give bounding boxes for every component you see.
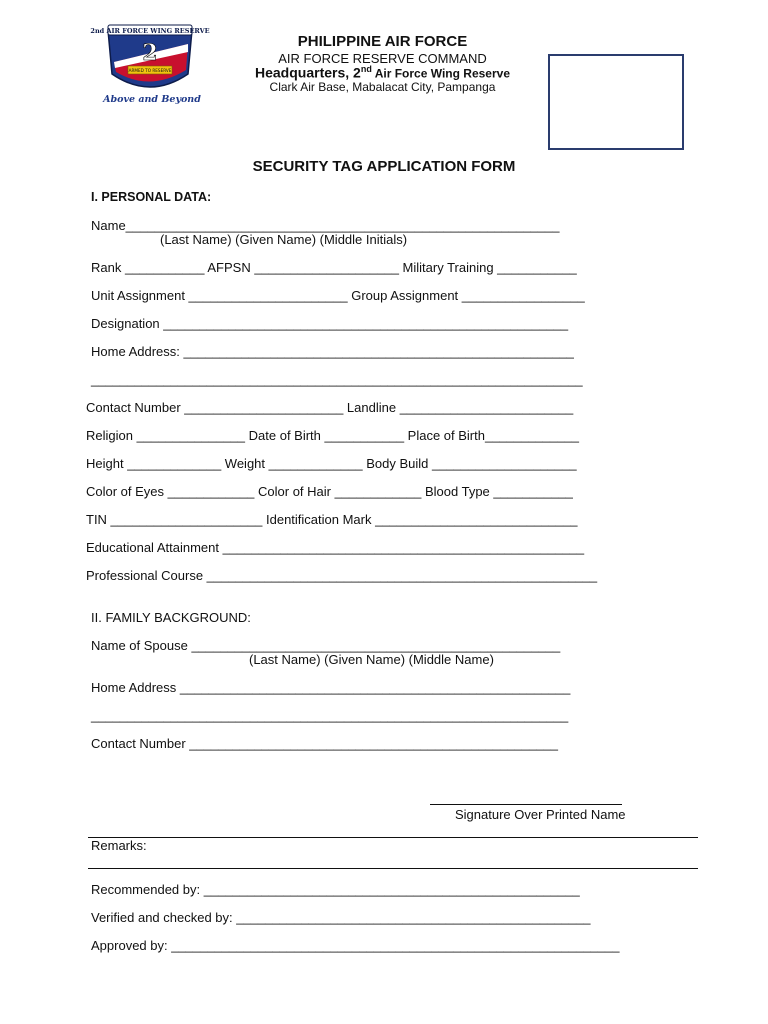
header-address: Clark Air Base, Mabalacat City, Pampanga (269, 80, 496, 94)
professional-course-field[interactable]: Professional Course ______________________________________________________ (86, 568, 598, 583)
logo-ribbon-text: ARMED TO RESERVE (128, 68, 172, 73)
unit-group-assignment-field[interactable]: Unit Assignment ______________________ Group Assignment _________________ (91, 288, 585, 303)
header-hq-sup: nd (360, 64, 372, 74)
logo-numeral: 2 (142, 40, 158, 66)
name-field[interactable]: Name____________________________________________________________ (91, 218, 560, 233)
designation-field[interactable]: Designation ________________________________________________________ (91, 316, 569, 331)
logo-banner-text: 2nd AIR FORCE WING RESERVE (90, 27, 210, 35)
home-address-field[interactable]: Home Address: ______________________________________________________ (91, 344, 574, 359)
eyes-hair-blood-field[interactable]: Color of Eyes ____________ Color of Hair ____________ Blood Type ___________ (86, 484, 573, 499)
spouse-home-address-line2[interactable]: __________________________________________________________________ (91, 708, 569, 723)
header-org: PHILIPPINE AIR FORCE (297, 33, 468, 50)
section-family-heading: II. FAMILY BACKGROUND: (91, 610, 251, 625)
rank-afpsn-training-field[interactable]: Rank ___________ AFPSN ____________________ Military Training ___________ (91, 260, 577, 275)
form-title: SECURITY TAG APPLICATION FORM (252, 158, 516, 175)
remarks-label: Remarks: (91, 838, 147, 853)
header-hq-a: Headquarters, 2 (255, 64, 361, 81)
signature-label: Signature Over Printed Name (455, 807, 626, 822)
section-personal-data-heading: I. PERSONAL DATA: (91, 190, 212, 204)
photo-box[interactable] (548, 54, 684, 150)
religion-birth-field[interactable]: Religion _______________ Date of Birth ___________ Place of Birth_____________ (86, 428, 579, 443)
spouse-name-sublabels: (Last Name) (Given Name) (Middle Name) (249, 652, 494, 667)
spouse-name-field[interactable]: Name of Spouse ___________________________________________________ (91, 638, 561, 653)
remarks-top-rule (88, 837, 698, 838)
tin-identification-field[interactable]: TIN _____________________ Identification Mark ____________________________ (86, 512, 578, 527)
educational-attainment-field[interactable]: Educational Attainment __________________________________________________ (86, 540, 585, 555)
unit-logo (90, 22, 210, 108)
approved-by-field[interactable]: Approved by: ______________________________________________________________ (91, 938, 620, 953)
contact-landline-field[interactable]: Contact Number ______________________ Landline ________________________ (86, 400, 574, 415)
logo-motto: Above and Beyond (103, 94, 201, 105)
remarks-bottom-rule (88, 868, 698, 869)
header-command: AIR FORCE RESERVE COMMAND (278, 51, 487, 66)
header-hq-b: Air Force Wing Reserve (371, 66, 510, 81)
header-headquarters (210, 64, 555, 81)
verified-by-field[interactable]: Verified and checked by: _________________________________________________ (91, 910, 591, 925)
spouse-home-address-field[interactable]: Home Address ______________________________________________________ (91, 680, 571, 695)
recommended-by-field[interactable]: Recommended by: ____________________________________________________ (91, 882, 580, 897)
name-field-sublabels: (Last Name) (Given Name) (Middle Initials) (160, 232, 408, 247)
spouse-contact-field[interactable]: Contact Number ___________________________________________________ (91, 736, 558, 751)
height-weight-build-field[interactable]: Height _____________ Weight _____________ Body Build ____________________ (86, 456, 577, 471)
signature-line[interactable] (430, 804, 622, 805)
home-address-line2[interactable]: ____________________________________________________________________ (91, 372, 583, 387)
